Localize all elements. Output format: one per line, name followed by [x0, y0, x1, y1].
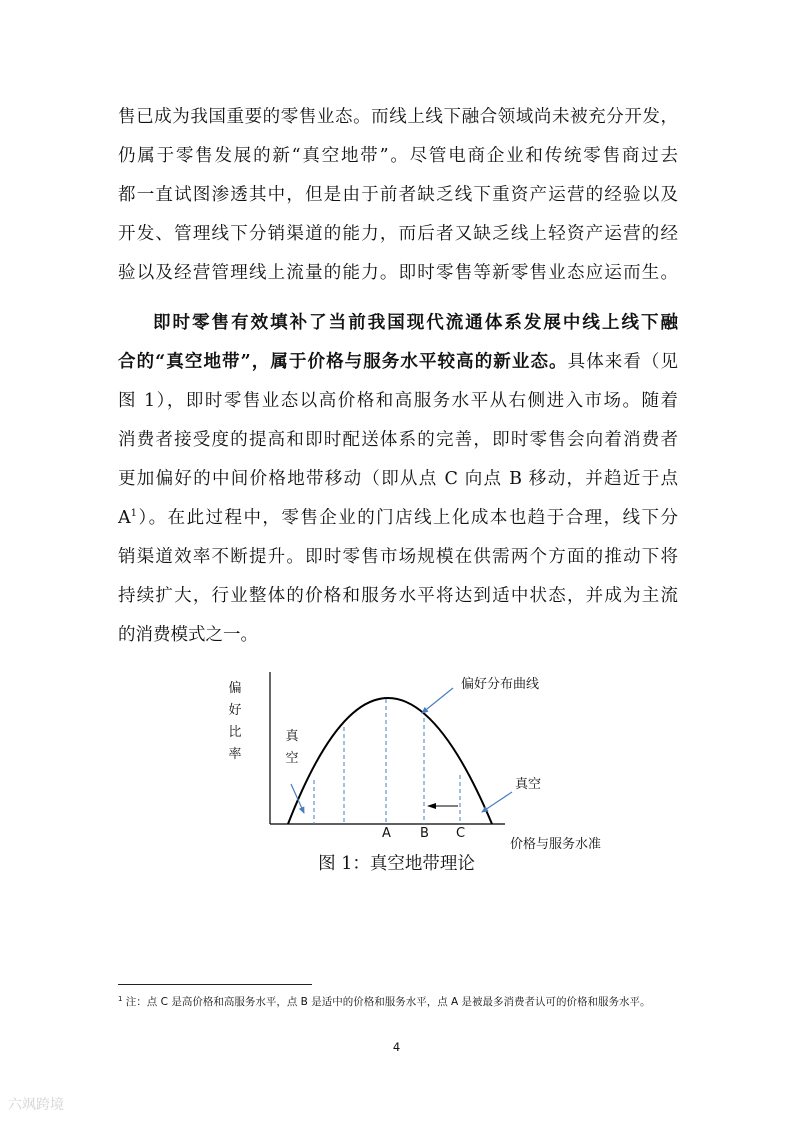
- curve-label-arrow: [422, 688, 453, 713]
- figure-caption: 图 1：真空地带理论: [318, 854, 475, 874]
- preference-curve: [288, 698, 492, 824]
- footnote-divider: [118, 984, 312, 985]
- paragraph-line-bold: 即时零售有效填补了当前我国现代流通体系发展中线上线下融: [153, 313, 678, 333]
- vacuum-right-label: 真空: [515, 777, 542, 792]
- footnote: [118, 994, 683, 1011]
- paragraph-line: 验以及经营管理线上流量的能力。即时零售等新零售业态应运而生。: [118, 263, 678, 283]
- bold-text: 合的“真空地带”，属于价格与服务水平较高的新业态。: [118, 352, 568, 372]
- point-b-label: B: [420, 826, 429, 841]
- paragraph-line: 售已成为我国重要的零售业态。而线上线下融合领域尚未被充分开发，: [118, 107, 678, 127]
- point-c-label: C: [456, 826, 466, 841]
- watermark: 六飒跨境: [8, 1097, 64, 1113]
- plain-text: 具体来看（见: [567, 352, 679, 372]
- paragraph-line: 仍属于零售发展的新“真空地带”。尽管电商企业和传统零售商过去: [118, 146, 678, 166]
- vacuum-left-label: 真空: [285, 729, 299, 766]
- paragraph-line: 的消费模式之一。: [118, 625, 258, 645]
- x-axis-label: 价格与服务水准: [510, 837, 602, 852]
- curve-label: 偏好分布曲线: [461, 677, 540, 692]
- paragraph-line: 更加偏好的中间价格地带移动（即从点 C 向点 B 移动，并趋近于点: [118, 469, 678, 489]
- plain-text: ）。在此过程中，零售企业的门店线上化成本也趋于合理，线下分: [137, 508, 678, 528]
- paragraph-line: 图 1），即时零售业态以高价格和高服务水平从右侧进入市场。随着: [118, 391, 678, 411]
- vacuum-right-arrow: [482, 792, 512, 812]
- point-a-text: A: [118, 508, 131, 528]
- footnote-text: 注：点 C 是高价格和高服务水平，点 B 是适中的价格和服务水平，点 A 是被最多消费者认可的价格和服务水平。: [122, 996, 651, 1008]
- footnote-ref[interactable]: 1: [130, 508, 138, 519]
- point-a-label: A: [382, 826, 391, 841]
- y-axis-label: 偏好比率: [228, 681, 242, 762]
- paragraph-line: 消费者接受度的提高和即时配送体系的完善，即时零售会向着消费者: [118, 430, 678, 450]
- paragraph-line: 持续扩大，行业整体的价格和服务水平将达到适中状态，并成为主流: [118, 586, 678, 606]
- paragraph-line: 都一直试图渗透其中，但是由于前者缺乏线下重资产运营的经验以及: [118, 185, 678, 205]
- page-number: 4: [392, 1040, 401, 1054]
- paragraph-line: 销渠道效率不断提升。即时零售市场规模在供需两个方面的推动下将: [118, 547, 678, 567]
- footnote-marker: 1: [118, 995, 123, 1003]
- paragraph-line: 开发、管理线下分销渠道的能力，而后者又缺乏线上轻资产运营的经: [118, 224, 678, 244]
